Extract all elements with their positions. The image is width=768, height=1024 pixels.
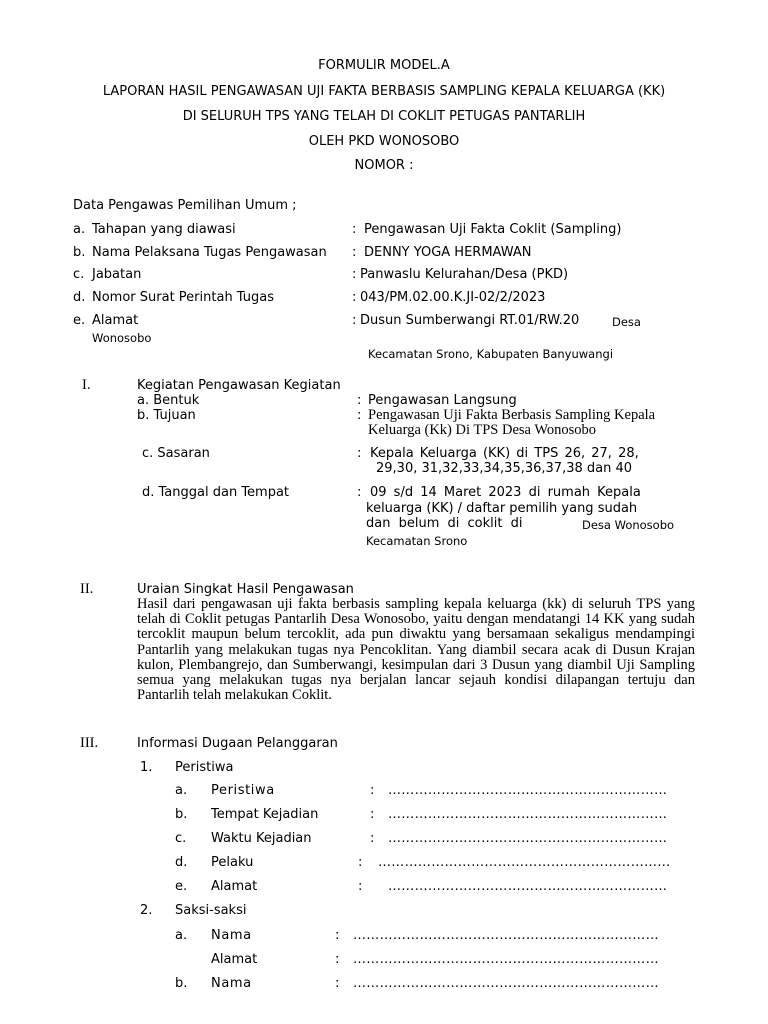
saksi-heading: Saksi-saksi (175, 903, 247, 918)
row-letter: a. (175, 928, 188, 943)
item-letter: d. (73, 290, 86, 305)
item-colon: : (352, 313, 357, 328)
row-dots: ……………………………………………………… (388, 879, 668, 894)
report-title-line1: LAPORAN HASIL PENGAWASAN UJI FAKTA BERBASIS SAMPLING KEPALA KELUARGA (KK) (102, 84, 666, 99)
row-colon: : (335, 976, 340, 991)
row-dots: ……………………………………………………… (388, 831, 668, 846)
row-label: Alamat (211, 879, 258, 894)
row-label: Tempat Kejadian (211, 807, 319, 822)
item-label: Nama Pelaksana Tugas Pengawasan (92, 245, 327, 260)
row-label: Alamat (211, 952, 258, 967)
section1-numeral: I. (82, 377, 91, 393)
tanggal-value-line4: Kecamatan Srono (366, 534, 468, 548)
tanggal-label: d. Tanggal dan Tempat (142, 485, 290, 500)
tujuan-value-line2: Keluarga (Kk) Di TPS Desa Wonosobo (368, 422, 596, 438)
row-colon: : (335, 928, 340, 943)
bentuk-colon: : (357, 393, 362, 408)
bentuk-label: a. Bentuk (137, 393, 200, 408)
item-colon: : (352, 267, 357, 282)
row-label: Nama (211, 928, 252, 943)
item-label: Nomor Surat Perintah Tugas (92, 290, 275, 305)
row-letter: c. (175, 831, 187, 846)
row-colon: : (370, 831, 375, 846)
row-label: Waktu Kejadian (211, 831, 312, 846)
report-title-line3: OLEH PKD WONOSOBO (308, 134, 460, 149)
row-colon: : (370, 783, 375, 798)
section2-body: Hasil dari pengawasan uji fakta berbasis sampling kepala keluarga (kk) di seluruh TPS yang telah di Coklit petugas Pantarlih Desa Wonosobo, yaitu dengan mendatangi 14 KK yang sudah tercoklit maupun belum tercoklit, ada pun diwaktu yang bersamaan sekaligus mendampingi Pantarlih yang melakukan tugas nya Pencoklitan. Yang diambil secara acak di Dusun Krajan kulon, Plembangrejo, dan Sumberwangi, kesimpulan dari 3 Dusun yang diambil Uji Sampling semua yang melakukan tugas nya berjalan lancar sejauh kondisi dilapangan tertuju dan Pantarlih telah melakukan Coklit. (137, 596, 695, 704)
row-colon: : (335, 952, 340, 967)
alamat-desa: Desa (612, 315, 641, 329)
item-label: Alamat (92, 313, 139, 328)
item-value: DENNY YOGA HERMAWAN (364, 245, 532, 260)
row-label: Pelaku (211, 855, 254, 870)
saksi-number: 2. (140, 903, 153, 918)
nomor-label: NOMOR : (354, 158, 414, 173)
peristiwa-heading: Peristiwa (175, 760, 234, 775)
tujuan-label: b. Tujuan (137, 408, 196, 423)
tanggal-value-line2: keluarga (KK) / daftar pemilih yang sudah (366, 501, 638, 516)
row-dots: …………………………………………………………… (353, 976, 659, 991)
form-title: FORMULIR MODEL.A (318, 58, 450, 73)
item-label: Jabatan (92, 267, 142, 282)
sasaran-value-line2: 29,30, 31,32,33,34,35,36,37,38 dan 40 (376, 461, 633, 476)
section3-heading: Informasi Dugaan Pelanggaran (137, 736, 338, 751)
row-dots: ……………………………………………………… (388, 807, 668, 822)
item-colon: : (352, 245, 357, 260)
row-dots: ……………………………………………………… (388, 783, 668, 798)
section2-heading: Uraian Singkat Hasil Pengawasan (137, 582, 354, 597)
tanggal-colon: : (357, 485, 362, 500)
tanggal-value-line3b: Desa Wonosobo (582, 518, 675, 532)
row-label: Peristiwa (211, 783, 275, 798)
pengawas-heading: Data Pengawas Pemilihan Umum ; (73, 198, 297, 213)
item-value: Pengawasan Uji Fakta Coklit (Sampling) (364, 222, 622, 237)
sasaran-value-line1: Kepala Keluarga (KK) di TPS 26, 27, 28, (370, 446, 639, 461)
item-letter: a. (73, 222, 86, 237)
sasaran-colon: : (357, 446, 362, 461)
row-dots: …………………………………………………………… (353, 952, 659, 967)
item-colon: : (352, 290, 357, 305)
peristiwa-number: 1. (140, 760, 153, 775)
row-colon: : (358, 855, 363, 870)
item-value: Panwaslu Kelurahan/Desa (PKD) (360, 267, 569, 282)
report-title-line2: DI SELURUH TPS YANG TELAH DI COKLIT PETUGAS PANTARLIH (182, 109, 586, 124)
row-colon: : (358, 879, 363, 894)
row-letter: d. (175, 855, 188, 870)
item-colon: : (352, 222, 357, 237)
section2-numeral: II. (80, 581, 94, 597)
tanggal-value-line3: dan belum di coklit di (366, 516, 523, 531)
row-dots: ………………………………………………………… (378, 855, 671, 870)
item-value: Dusun Sumberwangi RT.01/RW.20 (360, 313, 580, 328)
row-label: Nama (211, 976, 252, 991)
row-letter: b. (175, 976, 188, 991)
item-letter: b. (73, 245, 86, 260)
section3-numeral: III. (80, 735, 99, 751)
sasaran-label: c. Sasaran (142, 446, 210, 461)
alamat-wrap: Wonosobo (92, 331, 152, 345)
tanggal-value-line1: 09 s/d 14 Maret 2023 di rumah Kepala (370, 485, 641, 500)
item-letter: c. (73, 267, 85, 282)
item-label: Tahapan yang diawasi (92, 222, 236, 237)
item-value: 043/PM.02.00.K.JI-02/2/2023 (360, 290, 546, 305)
row-dots: …………………………………………………………… (353, 928, 659, 943)
section1-heading: Kegiatan Pengawasan Kegiatan (137, 378, 341, 393)
alamat-line2: Kecamatan Srono, Kabupaten Banyuwangi (368, 347, 614, 361)
row-letter: a. (175, 783, 188, 798)
item-letter: e. (73, 313, 86, 328)
row-letter: e. (175, 879, 188, 894)
tujuan-colon: : (357, 408, 362, 423)
bentuk-value: Pengawasan Langsung (368, 393, 517, 408)
row-colon: : (370, 807, 375, 822)
row-letter: b. (175, 807, 188, 822)
tujuan-value-line1: Pengawasan Uji Fakta Berbasis Sampling Kepala (368, 407, 656, 423)
